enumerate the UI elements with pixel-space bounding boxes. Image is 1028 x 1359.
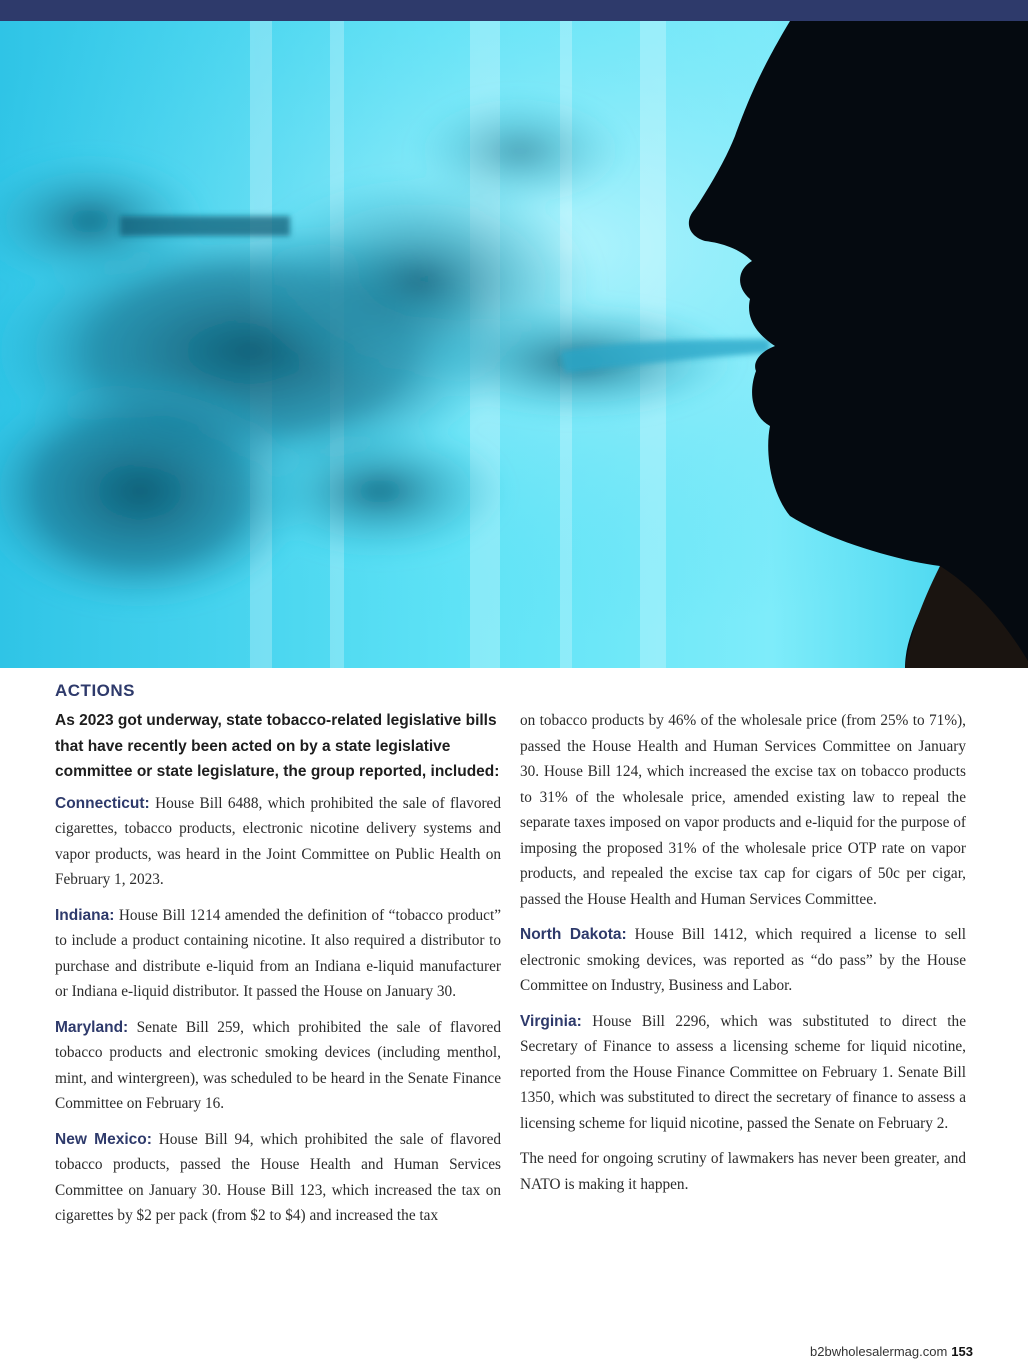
entry-maryland [55, 1015, 501, 1117]
intro-paragraph: As 2023 got underway, state tobacco-related legislative bills that have recently been acted on by a state legislative committee or state legislature, the group reported, included: [55, 712, 500, 780]
entry-text: House Bill 94, which prohibited the sale of flavored tobacco products, passed the House Health and Human Services Committee on January 30. House Bill 123, which increased the tax on cigarettes by $2 per pack (from $2 to $4) and increased the tax [55, 1130, 502, 1224]
entry-text: House Bill 2296, which was substituted to direct the Secretary of Finance to assess a licensing scheme for liquid nicotine, reported from the House Finance Committee on February 1. Senate Bill 1350, which was substituted to direct the secretary of finance to assess a licensing scheme for liquid nicotine, passed the Senate on February 2. [520, 1012, 966, 1132]
state-name: Connecticut: [55, 794, 150, 812]
right-column [520, 708, 966, 1207]
page-number: 153 [951, 1344, 973, 1359]
hero-photo [0, 21, 1028, 668]
entry-north-dakota [520, 922, 966, 999]
entry-connecticut [55, 791, 501, 893]
state-name: New Mexico: [55, 1130, 152, 1148]
entry-indiana [55, 903, 501, 1005]
left-column [55, 680, 501, 1239]
new-mexico-continuation: on tobacco products by 46% of the wholesale price (from 25% to 71%), passed the House Health and Human Services Committee on January 30. House Bill 124, which increased the excise tax on tobacco products to 31% of the wholesale price, amended existing law to repeal the separate taxes imposed on vapor products and e-liquid for the purpose of imposing the proposed 31% of the wholesale price OTP rate on vapor products, and repealed the excise tax cap for cigars of 50c per cigar, passed the House Health and Human Services Committee. [520, 712, 966, 908]
page-footer [810, 1344, 973, 1359]
footer-site: b2bwholesalermag.com [810, 1344, 948, 1359]
state-name: Maryland: [55, 1018, 129, 1036]
state-name: Indiana: [55, 906, 115, 924]
section-heading: ACTIONS [55, 681, 135, 700]
closing-paragraph: The need for ongoing scrutiny of lawmakers has never been greater, and NATO is making it happen. [520, 1150, 966, 1193]
entry-text: House Bill 1412, which required a license to sell electronic smoking devices, was reported as “do pass” by the House Committee on Industry, Business and Labor. [520, 926, 966, 994]
state-name: North Dakota: [520, 926, 627, 943]
entry-text: House Bill 1214 amended the definition of “tobacco product” to include a product containing nicotine. It also required a distributor to purchase and distribute e-liquid from an Indiana e-liquid manufacturer or Indiana e-liquid distributor. It passed the House on January 30. [55, 906, 501, 1000]
entry-new-mexico [55, 1127, 501, 1229]
entry-text: House Bill 6488, which prohibited the sale of flavored cigarettes, tobacco products, electronic nicotine delivery systems and vapor products, was heard in the Joint Committee on Public Health on February 1, 2023. [55, 794, 501, 888]
top-banner-bar [0, 0, 1028, 21]
entry-virginia [520, 1009, 966, 1137]
entry-text: Senate Bill 259, which prohibited the sale of flavored tobacco products and electronic smoking devices (including menthol, mint, and wintergreen), was scheduled to be heard in the Senate Finance Committee on February 16. [55, 1018, 501, 1112]
state-name: Virginia: [520, 1012, 582, 1030]
